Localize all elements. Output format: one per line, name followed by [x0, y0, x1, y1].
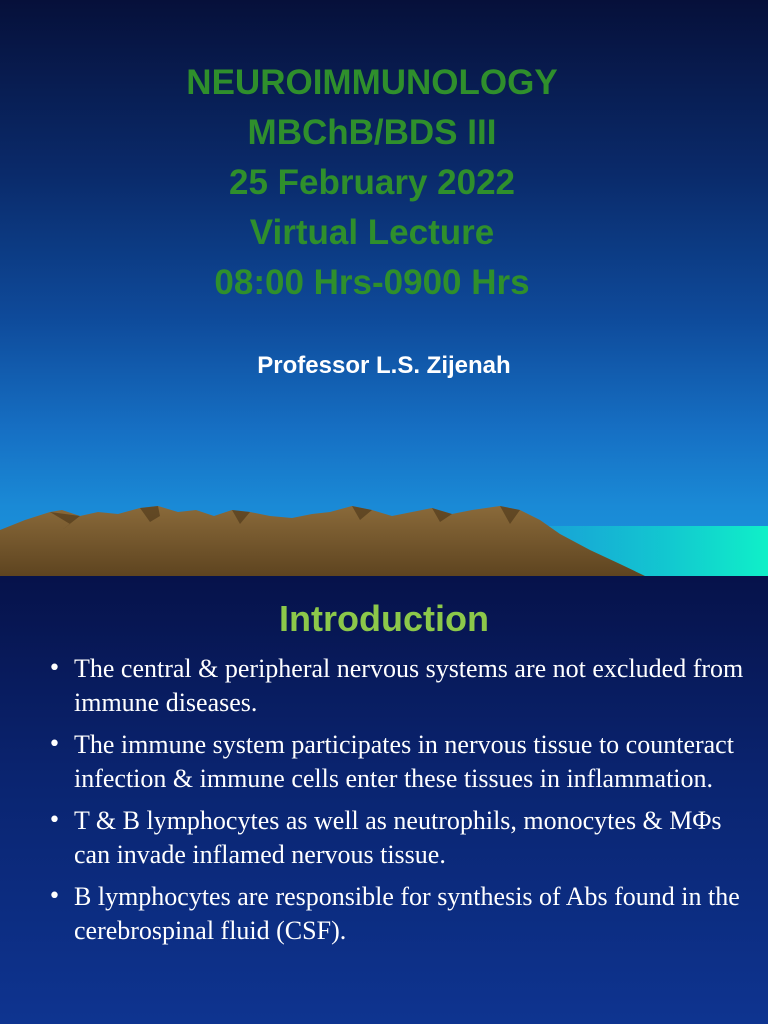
bullet-item — [44, 728, 744, 796]
bullet-text: B lymphocytes are responsible for synthesis of Abs found in the cerebrospinal fluid (CSF). — [74, 882, 740, 945]
slide-heading: Introduction — [279, 598, 489, 639]
mountain-range — [0, 506, 645, 576]
bullet-item — [44, 804, 744, 872]
title-line-date: 25 February 2022 — [228, 163, 515, 202]
title-line-time: 08:00 Hrs-0900 Hrs — [214, 263, 530, 302]
title-line-program: MBChB/BDS III — [247, 113, 497, 152]
introduction-slide — [0, 576, 768, 1024]
bullet-icon: • — [48, 732, 61, 757]
presenter-name: Professor L.S. Zijenah — [257, 352, 511, 379]
title-line-course: NEUROIMMUNOLOGY — [186, 63, 558, 102]
bullet-list — [44, 652, 744, 956]
bullet-item — [44, 652, 744, 720]
title-line-format: Virtual Lecture — [249, 213, 495, 252]
bullet-item — [44, 880, 744, 948]
bullet-icon: • — [48, 884, 61, 909]
mountain-landscape-illustration — [0, 490, 768, 576]
slide-title — [0, 58, 744, 308]
bullet-text: T & B lymphocytes as well as neutrophils, monocytes & MΦs can invade inflamed nervous tissue. — [74, 806, 722, 869]
bullet-icon: • — [48, 808, 61, 833]
bullet-text: The central & peripheral nervous systems are not excluded from immune diseases. — [74, 654, 744, 717]
bullet-text: The immune system participates in nervous tissue to counteract infection & immune cells enter these tissues in inflammation. — [74, 730, 734, 793]
bullet-icon: • — [48, 656, 61, 681]
